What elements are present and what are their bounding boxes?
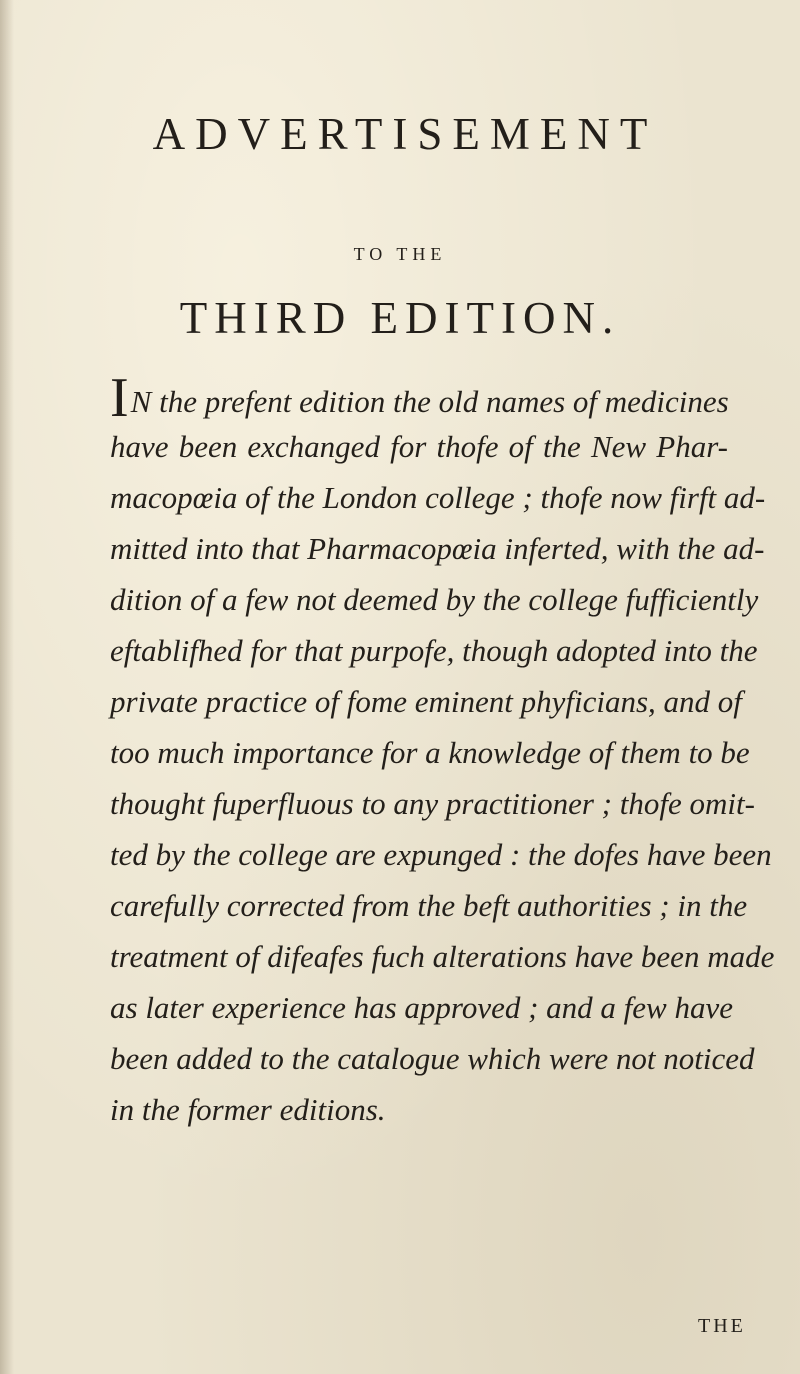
edition-heading: THIRD EDITION. xyxy=(179,293,621,343)
drop-cap: I xyxy=(110,367,129,429)
text-line: too much importance for a knowledge of them to be xyxy=(110,735,750,770)
text-line: thought fuperfluous to any practitioner ; thofe omit- xyxy=(110,786,755,821)
text-line-content: N the prefent edition the old names of medicines xyxy=(130,384,729,419)
text-line: dition of a few not deemed by the college fufficiently xyxy=(110,582,759,617)
text-line: been added to the catalogue which were not noticed xyxy=(110,1041,755,1076)
advertisement-paragraph xyxy=(110,367,775,1135)
page-title: ADVERTISEMENT xyxy=(152,109,658,159)
text-line: carefully corrected from the beft authorities ; in the xyxy=(110,888,748,923)
text-line: in the former editions. xyxy=(110,1092,386,1127)
text-line: private practice of fome eminent phyficians, and of xyxy=(110,684,742,719)
text-line: ted by the college are expunged : the dofes have been xyxy=(110,837,772,872)
catchword: THE xyxy=(698,1315,746,1337)
text-line: macopœia of the London college ; thofe now firft ad- xyxy=(110,480,766,515)
text-line xyxy=(110,367,729,429)
text-line: have been exchanged for thofe of the New Phar- xyxy=(110,429,728,464)
title-connector: TO THE xyxy=(353,244,447,264)
text-line: as later experience has approved ; and a few have xyxy=(110,990,733,1025)
text-line: treatment of difeafes fuch alterations have been made xyxy=(110,939,775,974)
page-gutter-shadow xyxy=(0,0,14,1374)
text-line: eftablifhed for that purpofe, though adopted into the xyxy=(110,633,758,668)
text-line: mitted into that Pharmacopœia inferted, with the ad- xyxy=(110,531,765,566)
